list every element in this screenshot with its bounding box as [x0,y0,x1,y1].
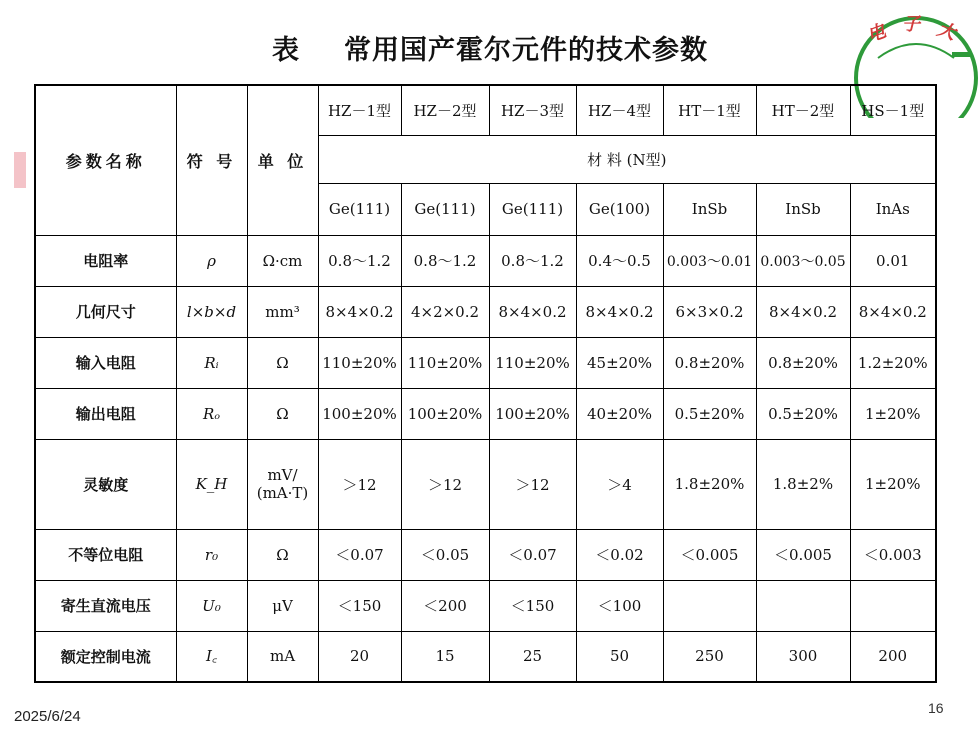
table-cell: 0.8～1.2 [318,235,401,286]
title-prefix: 表 [272,35,300,66]
table-cell [756,580,850,631]
table-cell: 1±20% [850,388,936,439]
row-name: 额定控制电流 [35,631,176,682]
material-header: InSb [756,183,850,235]
row-symbol: Rₒ [176,388,247,439]
table-cell: ＜150 [318,580,401,631]
table-cell: 1.8±2% [756,439,850,529]
material-header: Ge(111) [318,183,401,235]
table-cell: 100±20% [489,388,576,439]
header-symbol: 符 号 [176,85,247,235]
svg-text:电: 电 [864,20,889,47]
row-name: 输入电阻 [35,337,176,388]
table-cell [663,580,756,631]
slide-accent-mark [14,152,26,188]
unit-line: mV/ [267,466,298,484]
material-label: 材 料 (N型) [318,135,936,183]
row-name: 寄生直流电压 [35,580,176,631]
table-cell: 50 [576,631,663,682]
table-cell: 0.003～0.05 [756,235,850,286]
header-param-name: 参数名称 [35,85,176,235]
row-symbol: U₀ [176,580,247,631]
row-symbol: K_H [176,439,247,529]
table-cell: 0.003～0.01 [663,235,756,286]
table-row [35,388,936,439]
model-header: HZ－3型 [489,85,576,135]
material-header: Ge(100) [576,183,663,235]
table-cell: 0.8±20% [756,337,850,388]
table-cell: 4×2×0.2 [401,286,489,337]
row-unit: Ω [247,529,318,580]
row-name: 电阻率 [35,235,176,286]
row-unit: μV [247,580,318,631]
table-cell [850,580,936,631]
footer-date: 2025/6/24 [14,708,81,725]
material-header: InAs [850,183,936,235]
title-text: 常用国产霍尔元件的技术参数 [344,35,708,66]
table-cell: 45±20% [576,337,663,388]
table-cell: 110±20% [489,337,576,388]
table-cell: ＜0.003 [850,529,936,580]
table-cell: 0.4～0.5 [576,235,663,286]
model-header: HZ－4型 [576,85,663,135]
unit-line: (mA·T) [256,484,309,502]
page-number: 16 [928,700,944,716]
table-cell: 200 [850,631,936,682]
table-cell: 8×4×0.2 [756,286,850,337]
table-cell: ＜0.005 [663,529,756,580]
table-cell: ＞4 [576,439,663,529]
row-name: 不等位电阻 [35,529,176,580]
table-cell: ＜150 [489,580,576,631]
row-unit: mA [247,631,318,682]
model-header: HZ－1型 [318,85,401,135]
table-cell: 110±20% [401,337,489,388]
svg-text:大: 大 [934,18,959,45]
table-cell: 0.8±20% [663,337,756,388]
table-cell: ＞12 [489,439,576,529]
table-cell: ＜0.07 [489,529,576,580]
table-cell: 1±20% [850,439,936,529]
table-cell: 100±20% [401,388,489,439]
table-cell: 20 [318,631,401,682]
table-cell: 25 [489,631,576,682]
table-cell: ＜200 [401,580,489,631]
row-symbol: Rᵢ [176,337,247,388]
row-unit: Ω·cm [247,235,318,286]
table-cell: ＜0.07 [318,529,401,580]
table-cell: ＞12 [401,439,489,529]
table-cell: 0.5±20% [663,388,756,439]
table-row [35,439,936,529]
table-cell: 40±20% [576,388,663,439]
table-cell: ＜100 [576,580,663,631]
table-cell: ＞12 [318,439,401,529]
table-cell: 8×4×0.2 [489,286,576,337]
table-cell: 110±20% [318,337,401,388]
table-cell: 8×4×0.2 [850,286,936,337]
table-cell: 0.5±20% [756,388,850,439]
table-cell: 8×4×0.2 [576,286,663,337]
table-row [35,580,936,631]
row-symbol: r₀ [176,529,247,580]
table-cell: 0.8～1.2 [489,235,576,286]
material-header: Ge(111) [489,183,576,235]
row-unit: Ω [247,337,318,388]
material-header: InSb [663,183,756,235]
table-cell: 100±20% [318,388,401,439]
table-cell: 15 [401,631,489,682]
hall-element-spec-table [34,84,937,683]
model-header: HZ－2型 [401,85,489,135]
svg-text:子: 子 [902,14,920,35]
row-name: 灵敏度 [35,439,176,529]
material-header: Ge(111) [401,183,489,235]
row-name: 几何尺寸 [35,286,176,337]
table-cell: 1.8±20% [663,439,756,529]
model-header: HT－2型 [756,85,850,135]
model-header: HS－1型 [850,85,936,135]
table-cell: 8×4×0.2 [318,286,401,337]
row-name: 输出电阻 [35,388,176,439]
table-cell: ＜0.005 [756,529,850,580]
table-row [35,286,936,337]
table-row [35,337,936,388]
table-cell: ＜0.05 [401,529,489,580]
table-row [35,529,936,580]
table-cell: 0.8～1.2 [401,235,489,286]
table-cell: 250 [663,631,756,682]
row-unit: mm³ [247,286,318,337]
table-cell: 0.01 [850,235,936,286]
model-header: HT－1型 [663,85,756,135]
table-row [35,631,936,682]
header-unit: 单 位 [247,85,318,235]
row-unit [247,439,318,529]
table-cell: ＜0.02 [576,529,663,580]
row-symbol: l×b×d [176,286,247,337]
row-symbol: I꜀ [176,631,247,682]
row-unit: Ω [247,388,318,439]
table-row [35,235,936,286]
table-cell: 1.2±20% [850,337,936,388]
table-cell: 300 [756,631,850,682]
row-symbol: ρ [176,235,247,286]
table-cell: 6×3×0.2 [663,286,756,337]
